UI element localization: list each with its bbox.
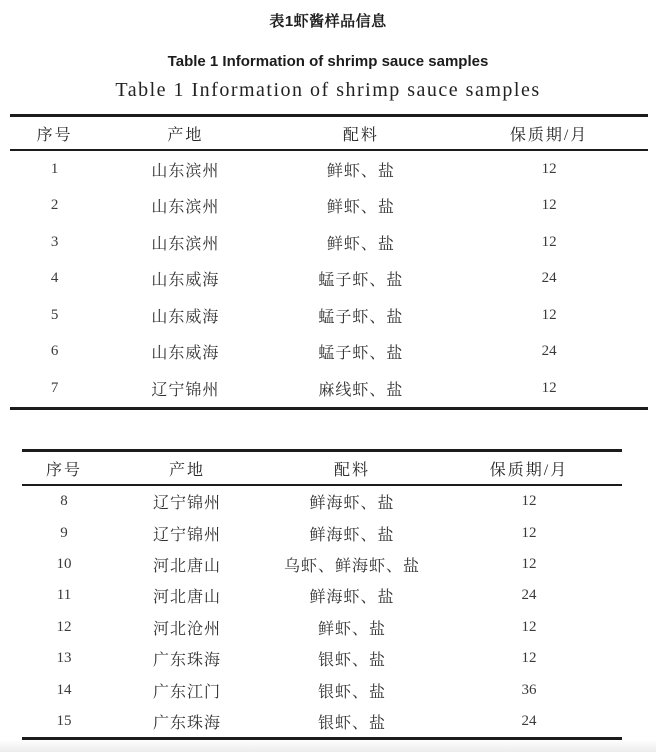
table-row xyxy=(22,674,622,705)
table-cell: 24 xyxy=(521,587,537,604)
table-row xyxy=(10,224,648,261)
table-cell: 12 xyxy=(541,306,557,323)
table-header-row xyxy=(22,452,622,486)
table-cell: 1 xyxy=(50,160,59,177)
table-cell: 银虾、盐 xyxy=(317,652,386,670)
table-row xyxy=(22,486,622,517)
table-caption-english-bold: Table 1 Information of shrimp sauce samples xyxy=(167,53,489,70)
table-cell: 银虾、盐 xyxy=(317,714,386,732)
table-caption-english-serif: Table 1 Information of shrimp sauce samples xyxy=(115,79,541,101)
column-header-origin: 产地 xyxy=(167,126,204,144)
table-cell: 辽宁锦州 xyxy=(152,526,221,544)
table-header-row xyxy=(10,117,648,151)
column-header-shelf-life: 保质期/月 xyxy=(509,126,589,144)
table-cell: 11 xyxy=(56,587,72,604)
table-row xyxy=(22,580,622,611)
table-body xyxy=(10,151,648,407)
table-row xyxy=(10,188,648,225)
table-cell: 鲜海虾、盐 xyxy=(309,526,395,544)
table-cell: 6 xyxy=(50,343,59,360)
column-header-shelf-life: 保质期/月 xyxy=(489,461,569,479)
table-cell: 河北唐山 xyxy=(152,589,221,607)
table-cell: 12 xyxy=(56,618,72,635)
table-cell: 12 xyxy=(521,650,537,667)
table-body xyxy=(22,486,622,737)
table-cell: 河北唐山 xyxy=(152,557,221,575)
table-cell: 24 xyxy=(541,270,557,287)
table-cell: 12 xyxy=(521,618,537,635)
table-cell: 24 xyxy=(521,712,537,729)
table-cell: 10 xyxy=(56,555,72,572)
table-cell: 辽宁锦州 xyxy=(152,495,221,513)
table-row xyxy=(10,261,648,298)
column-header-number: 序号 xyxy=(36,126,73,144)
table-cell: 鲜虾、盐 xyxy=(326,235,395,253)
table-cell: 鲜虾、盐 xyxy=(326,162,395,180)
table-cell: 山东滨州 xyxy=(151,162,220,180)
table-cell: 8 xyxy=(60,493,68,510)
table-row xyxy=(10,297,648,334)
table-row xyxy=(22,549,622,580)
table-cell: 12 xyxy=(521,493,537,510)
table-cell: 12 xyxy=(541,233,557,250)
sample-table-part-2 xyxy=(22,449,622,740)
table-row xyxy=(22,706,622,737)
table-cell: 15 xyxy=(56,712,72,729)
table-cell: 蜢子虾、盐 xyxy=(318,308,404,326)
table-cell: 3 xyxy=(50,233,59,250)
column-header-ingredients: 配料 xyxy=(333,461,370,479)
table-cell: 鲜海虾、盐 xyxy=(309,495,395,513)
table-cell: 13 xyxy=(56,650,72,667)
column-header-number: 序号 xyxy=(45,461,82,479)
table-cell: 辽宁锦州 xyxy=(151,381,220,399)
table-cell: 山东威海 xyxy=(151,308,220,326)
column-header-ingredients: 配料 xyxy=(342,126,379,144)
table-cell: 36 xyxy=(521,681,537,698)
table-cell: 24 xyxy=(541,343,557,360)
table-cell: 12 xyxy=(521,524,537,541)
table-cell: 12 xyxy=(541,379,557,396)
table-cell: 广东江门 xyxy=(152,683,221,701)
table-cell: 山东威海 xyxy=(151,272,220,290)
table-row xyxy=(22,517,622,548)
table-cell: 4 xyxy=(50,270,59,287)
table-cell: 7 xyxy=(50,379,59,396)
table-cell: 鲜虾、盐 xyxy=(317,620,386,638)
table-cell: 12 xyxy=(541,197,557,214)
table-cell: 广东珠海 xyxy=(152,652,221,670)
table-cell: 2 xyxy=(50,197,59,214)
table-cell: 麻线虾、盐 xyxy=(318,381,404,399)
table-row xyxy=(10,334,648,371)
table-row xyxy=(10,370,648,407)
table-cell: 12 xyxy=(521,555,537,572)
table-caption-chinese: 表1虾酱样品信息 xyxy=(269,13,387,30)
table-row xyxy=(10,151,648,188)
table-row xyxy=(22,612,622,643)
column-header-origin: 产地 xyxy=(168,461,205,479)
table-cell: 河北沧州 xyxy=(152,620,221,638)
table-cell: 9 xyxy=(60,524,68,541)
table-cell: 山东威海 xyxy=(151,345,220,363)
sample-table-part-1 xyxy=(10,114,648,410)
table-cell: 鲜海虾、盐 xyxy=(309,589,395,607)
table-cell: 乌虾、鲜海虾、盐 xyxy=(283,557,420,575)
table-cell: 山东滨州 xyxy=(151,235,220,253)
table-cell: 银虾、盐 xyxy=(317,683,386,701)
table-cell: 5 xyxy=(50,306,59,323)
table-row xyxy=(22,643,622,674)
scan-edge-shadow xyxy=(0,741,656,752)
table-cell: 山东滨州 xyxy=(151,199,220,217)
table-cell: 14 xyxy=(56,681,72,698)
table-cell: 蜢子虾、盐 xyxy=(318,345,404,363)
table-cell: 12 xyxy=(541,160,557,177)
table-cell: 蜢子虾、盐 xyxy=(318,272,404,290)
table-cell: 鲜虾、盐 xyxy=(326,199,395,217)
table-cell: 广东珠海 xyxy=(152,714,221,732)
